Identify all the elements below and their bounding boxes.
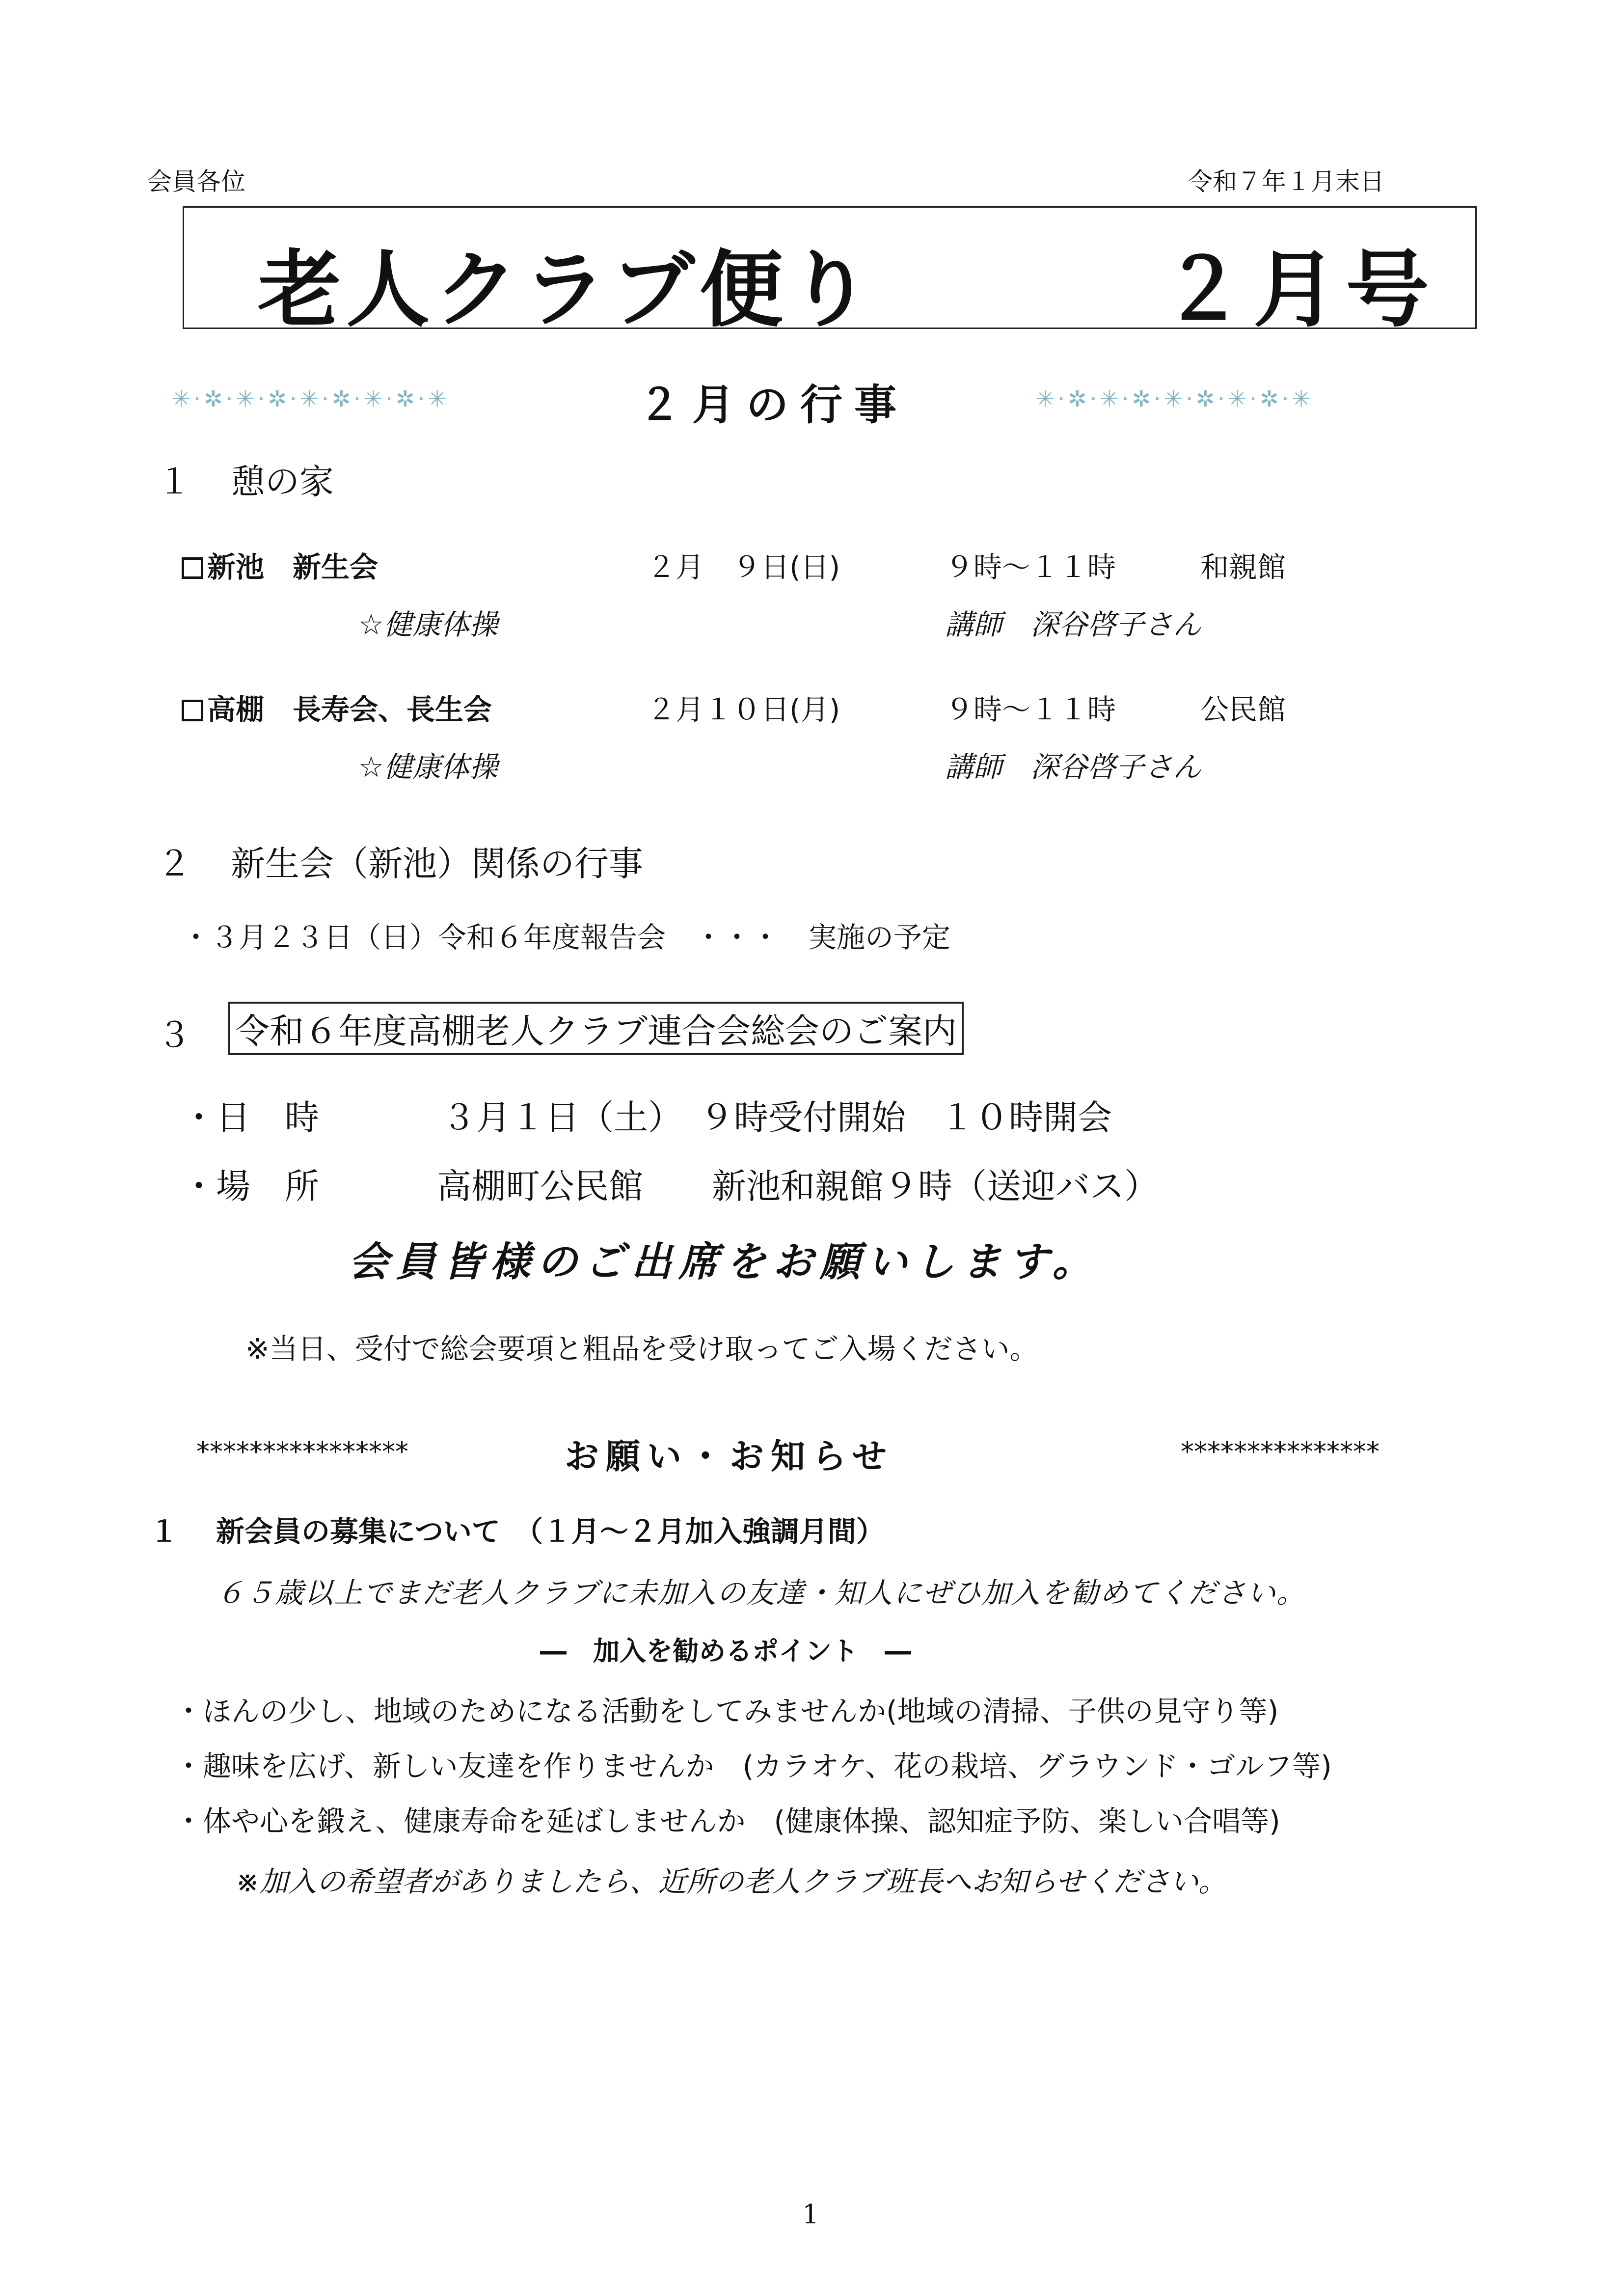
place-label: ・場 所 bbox=[182, 1166, 319, 1206]
event-2-activity: ☆健康体操 bbox=[358, 750, 498, 784]
section-3-number: ３ bbox=[157, 1015, 191, 1055]
page-number: 1 bbox=[802, 2199, 819, 2230]
checkbox-icon bbox=[182, 557, 203, 579]
recruit-heading: 新会員の募集について （１月～２月加入強調月間） bbox=[216, 1515, 885, 1548]
reception-note: ※当日、受付で総会要項と粗品を受け取ってご入場ください。 bbox=[245, 1332, 1038, 1366]
event-1-activity: ☆健康体操 bbox=[358, 608, 498, 641]
event-1-group: 新池 新生会 bbox=[182, 544, 378, 585]
event-2-instructor: 講師 深谷啓子さん bbox=[945, 750, 1202, 784]
recruit-closing: ※加入の希望者がありましたら、近所の老人クラブ班長へお知らせください。 bbox=[236, 1865, 1227, 1898]
stars-right: *************** bbox=[1181, 1436, 1380, 1467]
decoration-left: ✳·✲·✳·✲·✳·✲·✳·✲·✳ bbox=[172, 385, 450, 412]
place-value: 高棚町公民館 新池和親館９時（送迎バス） bbox=[437, 1166, 1159, 1206]
recruit-point: ・体や心を鍛え、健康寿命を延ばしませんか (健康体操、認知症予防、楽しい合唱等) bbox=[174, 1804, 1280, 1838]
recruit-number: １ bbox=[150, 1515, 179, 1548]
event-1-date: ２月 ９日(日) bbox=[647, 550, 840, 584]
recruit-intro: ６５歳以上でまだ老人クラブに未加入の友達・知人にぜひ加入を勧めてください。 bbox=[216, 1576, 1306, 1610]
event-2-place: 公民館 bbox=[1200, 693, 1286, 726]
event-1-place: 和親館 bbox=[1200, 550, 1286, 584]
section-1-number: １ bbox=[157, 462, 191, 502]
events-heading: ２月の行事 bbox=[638, 381, 908, 430]
points-heading: ― 加入を勧めるポイント ― bbox=[540, 1636, 911, 1667]
section-1-heading: 憩の家 bbox=[231, 462, 334, 502]
title-box bbox=[183, 206, 1477, 339]
recruit-point: ・趣味を広げ、新しい友達を作りませんか (カラオケ、花の栽培、グラウンド・ゴルフ等) bbox=[174, 1749, 1332, 1783]
event-2-group: 高棚 長寿会、長生会 bbox=[182, 686, 492, 728]
recruit-point: ・ほんの少し、地域のためになる活動をしてみませんか(地域の清掃、子供の見守り等) bbox=[174, 1695, 1279, 1728]
section-2-item: ・３月２３日（日）令和６年度報告会 ・・・ 実施の予定 bbox=[182, 921, 951, 954]
decoration-right: ✳·✲·✳·✲·✳·✲·✳·✲·✳ bbox=[1036, 385, 1314, 412]
checkbox-icon bbox=[182, 700, 203, 721]
recipient-line: 会員各位 bbox=[147, 167, 245, 196]
event-2-date: ２月１０日(月) bbox=[647, 693, 840, 726]
issue-label: ２月号 bbox=[1161, 241, 1438, 339]
event-1-instructor: 講師 深谷啓子さん bbox=[945, 608, 1202, 641]
datetime-label: ・日 時 bbox=[182, 1097, 319, 1138]
event-1-time: ９時～１１時 bbox=[945, 550, 1116, 584]
stars-left: **************** bbox=[196, 1436, 408, 1467]
notices-heading: お願い・お知らせ bbox=[565, 1436, 893, 1476]
newsletter-title: 老人クラブ便り bbox=[258, 241, 877, 339]
datetime-value: ３月１日（土） ９時受付開始 １０時開会 bbox=[442, 1097, 1112, 1138]
issue-date: 令和７年１月末日 bbox=[1188, 167, 1384, 196]
event-2-time: ９時～１１時 bbox=[945, 693, 1116, 726]
attendance-appeal: 会員皆様のご出席をお願いします。 bbox=[349, 1239, 1100, 1285]
section-3-heading: 令和６年度高棚老人クラブ連合会総会のご案内 bbox=[228, 1002, 964, 1055]
section-2-number: ２ bbox=[157, 844, 191, 884]
section-2-heading: 新生会（新池）関係の行事 bbox=[231, 844, 643, 884]
